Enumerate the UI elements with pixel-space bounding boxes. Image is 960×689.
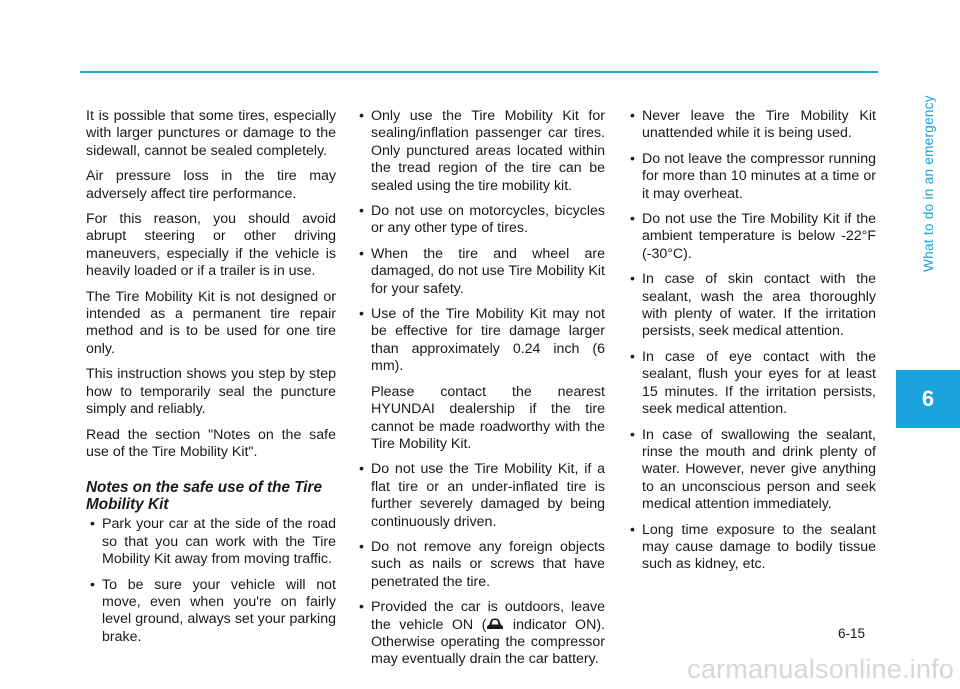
watermark-text: carmanualsonline.info — [687, 654, 954, 684]
list-item: • Park your car at the side of the road so that you can work with the Tire Mobility Kit away from moving traffic. — [86, 516, 336, 568]
bullet-list — [86, 516, 336, 646]
chapter-number: 6 — [921, 386, 935, 411]
list-item: • In case of swallowing the sealant, rinse the mouth and drink plenty of water. However, never give anything to an unconscious person and seek medical attention immediately. — [626, 427, 876, 514]
list-item: • In case of eye contact with the sealant, flush your eyes for at least 15 minutes. If the irritation persists, seek medical attention. — [626, 349, 876, 419]
page-number: 6-15 — [838, 626, 866, 641]
chapter-badge — [896, 370, 960, 428]
bullet-list — [626, 108, 876, 574]
list-item: • Do not remove any foreign objects such as nails or screws that have penetrated the tire. — [355, 539, 605, 591]
header-rule — [80, 71, 878, 73]
paragraph: The Tire Mobility Kit is not designed or intended as a permanent tire repair method and is to be used for one tire only. — [86, 288, 336, 357]
section-heading: Notes on the safe use of the Tire Mobility Kit — [86, 479, 323, 514]
column-2 — [355, 108, 605, 677]
list-item-text-before: Provided the car is outdoors, leave the vehicle ON ( — [371, 599, 605, 633]
list-item-text-after: indicator ON). Otherwise operating the compressor may eventually drain the car battery. — [371, 616, 605, 668]
section-title: What to do in an emergency — [920, 94, 936, 272]
list-item: • Do not use the Tire Mobility Kit, if a flat tire or an under-inflated tire is further severely damaged by being continuously driven. — [355, 461, 605, 531]
paragraph: Air pressure loss in the tire may adversely affect tire performance. — [86, 168, 336, 202]
footer-watermark — [0, 650, 960, 689]
list-item: • When the tire and wheel are damaged, do not use Tire Mobility Kit for your safety. — [355, 246, 605, 298]
list-item: • Never leave the Tire Mobility Kit unattended while it is being used. — [626, 108, 876, 143]
list-item: • Long time exposure to the sealant may cause damage to bodily tissue such as kidney, etc. — [626, 522, 876, 574]
list-item — [355, 306, 605, 453]
list-item-text: Use of the Tire Mobility Kit may not be effective for tire damage larger than approximately 0.24 inch (6 mm). — [371, 306, 605, 375]
list-item: • In case of skin contact with the sealant, wash the area thoroughly with plenty of water. If the irritation persists, seek medical attention. — [626, 271, 876, 341]
column-3 — [626, 108, 876, 582]
bullet-list — [355, 108, 605, 669]
paragraph: Read the section "Notes on the safe use of the Tire Mobility Kit". — [86, 426, 336, 460]
column-1 — [86, 108, 336, 654]
list-item-note: Please contact the nearest HYUNDAI dealership if the tire cannot be made roadworthy with the Tire Mobility Kit. — [371, 383, 605, 452]
paragraph: It is possible that some tires, especially with larger punctures or damage to the sidewall, cannot be sealed completely. — [86, 108, 336, 159]
paragraph: For this reason, you should avoid abrupt steering or other driving maneuvers, especially if the vehicle is heavily loaded or if a trailer is in use. — [86, 211, 336, 280]
section-tab-label — [896, 18, 960, 348]
list-item: • Only use the Tire Mobility Kit for sealing/inflation passenger car tires. Only punctured areas located within the tread region of the tire can be sealed using the tire mobility kit. — [355, 108, 605, 195]
list-item: • Do not use the Tire Mobility Kit if the ambient temperature is below -22°F (-30°C). — [626, 211, 876, 263]
car-icon — [486, 617, 504, 631]
list-item: • Do not use on motorcycles, bicycles or any other type of tires. — [355, 203, 605, 238]
list-item: • To be sure your vehicle will not move, even when you're on fairly level ground, always set your parking brake. — [86, 577, 336, 647]
paragraph: This instruction shows you step by step how to temporarily seal the puncture simply and reliably. — [86, 366, 336, 418]
list-item: • Do not leave the compressor running for more than 10 minutes at a time or it may overheat. — [626, 151, 876, 203]
